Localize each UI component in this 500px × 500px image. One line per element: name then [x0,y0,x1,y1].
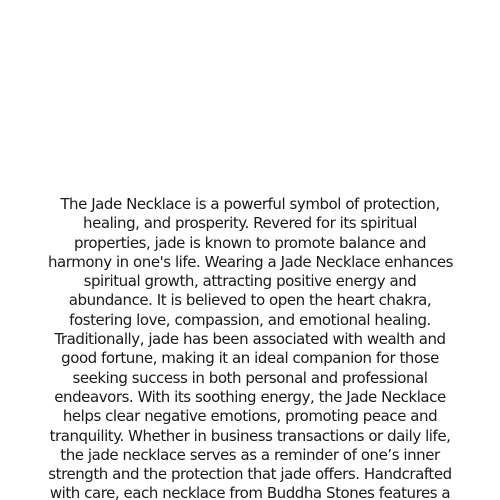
description-line: harmony in one's life. Wearing a Jade Necklace enhances [48,252,454,271]
description-line: the jade necklace serves as a reminder of one’s inner [60,445,440,464]
description-line: properties, jade is known to promote balance and [73,233,427,252]
description-line: fostering love, compassion, and emotional healing. [69,310,431,329]
product-description [48,195,452,500]
description-line: The Jade Necklace is a powerful symbol of protection, [60,195,440,213]
description-line: Traditionally, jade has been associated with wealth and [54,330,446,349]
description-line: healing, and prosperity. Revered for its spiritual [83,214,417,233]
description-line: strength and the protection that jade offers. Handcrafted [48,465,452,484]
description-line: good fortune, making it an ideal companion for those [61,349,439,368]
description-line: helps clear negative emotions, promoting peace and [62,407,438,426]
description-line: abundance. It is believed to open the heart chakra, [68,291,432,310]
description-line: seeking success in both personal and professional [72,368,428,387]
description-line: with care, each necklace from Buddha Stones features a [49,484,451,500]
description-line: endeavors. With its soothing energy, the Jade Necklace [54,387,446,406]
description-line: tranquility. Whether in business transactions or daily life, [49,426,451,445]
description-line: spiritual growth, attracting positive energy and [83,272,417,291]
